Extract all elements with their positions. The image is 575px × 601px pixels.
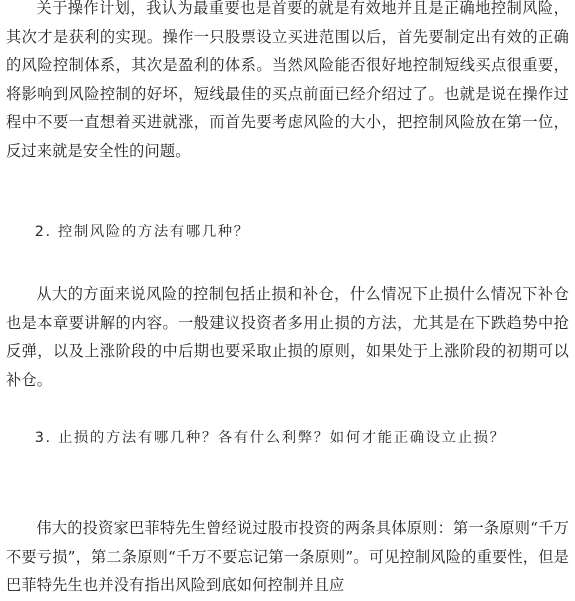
body-paragraph-buffett-principles: 伟大的投资家巴菲特先生曾经说过股市投资的两条具体原则：第一条原则“千万不要亏损”，第二条原则“千万不要忘记第一条原则”。可见控制风险的重要性，但是巴菲特先生也并没有指出风险到底如何控制并且应 [6,519,569,595]
body-paragraph-operation-plan: 关于操作计划，我认为最重要也是首要的就是有效地并且是正确地控制风险，其次才是获利的实现。操作一只股票设立买进范围以后，首先要制定出有效的正确的风险控制体系，其次是盈利的体系。当然风险能否很好地控制短线买点很重要，将影响到风险控制的好坏，短线最佳的买点前面已经介绍过了。也就是说在操作过程中不要一直想着买进就涨，而首先要考虑风险的大小，把控制风险放在第一位，反过来就是安全性的问题。 [6,0,569,160]
section-heading-stop-loss-methods: 3. 止损的方法有哪几种？各有什么利弊？如何才能正确设立止损？ [34,430,506,446]
body-paragraph-stop-loss-and-add-position: 从大的方面来说风险的控制包括止损和补仓，什么情况下止损什么情况下补仓也是本章要讲解的内容。一般建议投资者多用止损的方法，尤其是在下跌趋势中抢反弹，以及上涨阶段的中后期也要采取止损的原则，如果处于上涨阶段的初期可以补仓。 [6,285,569,389]
section-heading-risk-control-methods: 2. 控制风险的方法有哪几种？ [34,224,250,240]
